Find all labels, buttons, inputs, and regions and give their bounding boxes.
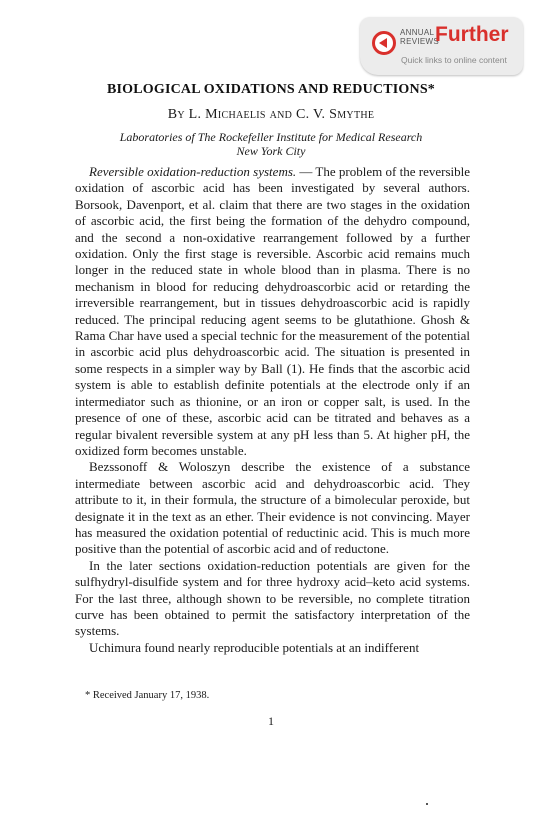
scan-speck bbox=[426, 803, 428, 805]
badge-subtitle: Quick links to online content bbox=[401, 55, 507, 65]
further-links-badge[interactable] bbox=[360, 17, 523, 75]
footnote: * Received January 17, 1938. bbox=[85, 690, 210, 701]
article-title: BIOLOGICAL OXIDATIONS AND REDUCTIONS* bbox=[106, 82, 436, 97]
further-wordmark: Further bbox=[435, 23, 509, 46]
paragraph-1-text: — The problem of the reversible oxidation of ascorbic acid has been investigated by several authors. Borsook, Davenport, et al. claim that there are two stages in the oxidation of ascorbic acid, the first being the formation of the dehydro compound, and the second a non-oxidative rearrangement followed by a further oxidation. Only the first stage is reversible. Ascorbic acid remains much longer in the reduced state in whole blood than in plasma. There is no mechanism in blood for reducing dehydroascorbic acid or retarding the irreversible rearrangement, but in tissues dehydroascorbic acid is rapidly reduced. The principal reducing agent seems to be glutathione. Ghosh & Rama Char have used a special technic for the measurement of the potential in ascorbic acid plus dehydroascorbic acid. The situation is presented in some respects in a simpler way by Ball (1). He finds that the ascorbic acid system is able to establish definite potentials at the electrode only if an intermediator such as thionine, or an iron or copper salt, is used. In the presence of one of these, ascorbic acid can be titrated and behaves as a regular bivalent reversible system at any pH less than 5. At higher pH, the oxidized form becomes unstable. bbox=[75, 164, 470, 458]
annual-reviews-wordmark: ANNUAL REVIEWS bbox=[400, 28, 439, 46]
affiliation-line-1: Laboratories of The Rockefeller Institute for Medical Research bbox=[119, 130, 423, 144]
affiliation-line-2: New York City bbox=[236, 144, 306, 158]
annual-reviews-logo-icon bbox=[372, 31, 396, 55]
article-authors: By L. Michaelis and C. V. Smythe bbox=[167, 107, 375, 122]
article-body bbox=[75, 164, 470, 656]
paragraph-2: Bezssonoff & Woloszyn describe the existence of a substance intermediate between ascorbic acid and dehydroascorbic acid. They attribute to it, in their formula, the structure of a bimolecular peroxide, but designate it in the text as an ether. Their evidence is not convincing. Mayer has measured the oxidation potential of reductinic acid. This is much more positive than the potential of ascorbic acid and of reductone. bbox=[75, 459, 470, 557]
section-lead-heading: Reversible oxidation-reduction systems. bbox=[89, 164, 297, 179]
page-number: 1 bbox=[268, 714, 274, 728]
affiliation bbox=[0, 130, 542, 158]
paragraph-3: In the later sections oxidation-reduction potentials are given for the sulfhydryl-disulfide system and for three hydroxy acid–keto acid systems. For the last three, although shown to be reversible, no complete titration curve has been obtained to permit the satisfactory interpretation of the systems. bbox=[75, 557, 470, 639]
paragraph-4: Uchimura found nearly reproducible potentials at an indifferent bbox=[89, 639, 420, 655]
paragraph-1 bbox=[75, 164, 470, 459]
